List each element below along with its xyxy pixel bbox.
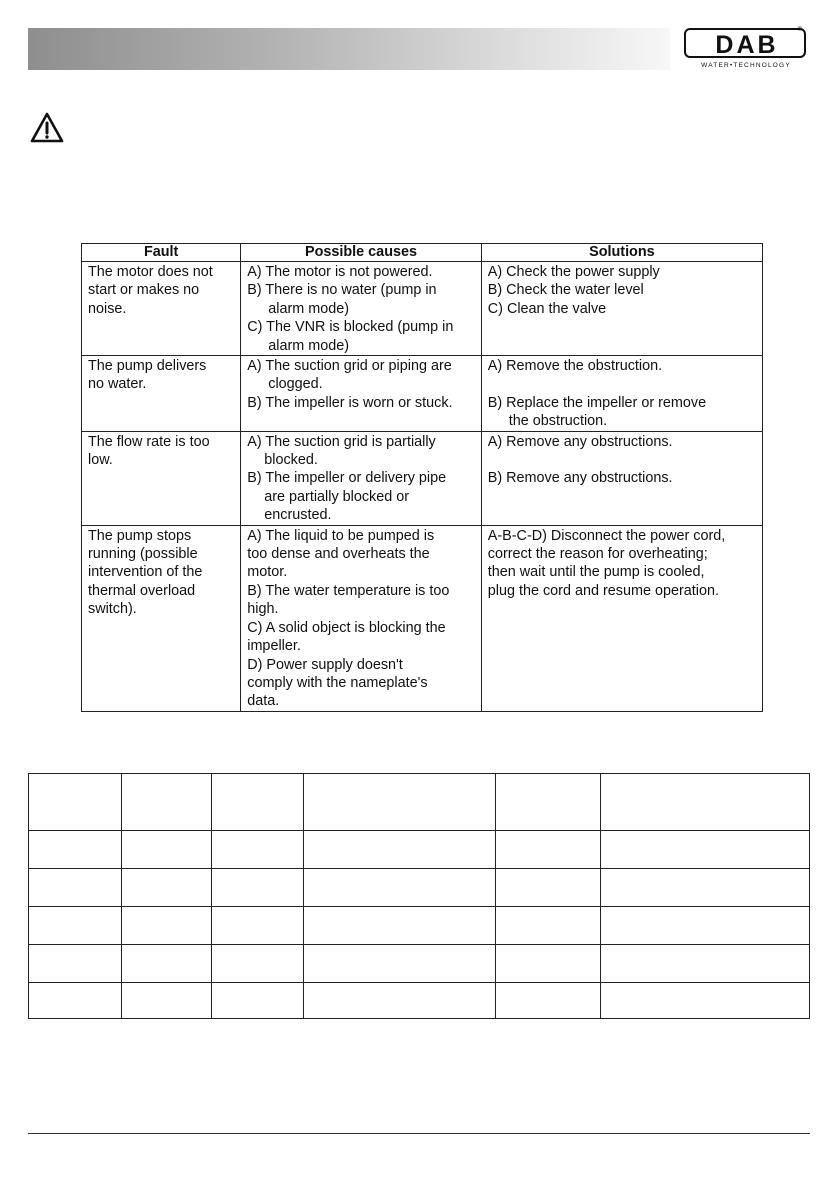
header-gradient-bar — [28, 28, 670, 70]
causes-cell — [241, 525, 482, 711]
table-row — [82, 262, 763, 356]
text-line: B) The impeller or delivery pipe — [247, 470, 447, 487]
text-line: start or makes no — [88, 282, 200, 299]
footer-rule — [28, 1133, 810, 1134]
text-line: B) Check the water level — [487, 282, 644, 299]
text-line: B) There is no water (pump in — [247, 282, 437, 299]
text-line: high. — [247, 601, 279, 618]
text-line: C) A solid object is blocking the — [247, 619, 446, 636]
text-line: clogged. — [268, 376, 323, 393]
fault-cell — [82, 262, 241, 356]
text-line: are partially blocked or — [264, 488, 410, 505]
text-line: plug the cord and resume operation. — [487, 582, 719, 599]
text-line: B) The water temperature is too — [247, 582, 450, 599]
grid-row-line — [29, 830, 809, 831]
grid-row-line — [29, 906, 809, 907]
text-line: C) The VNR is blocked (pump in — [247, 319, 454, 336]
logo-brand: DAB — [715, 31, 779, 59]
text-line: D) Power supply doesn't — [247, 656, 403, 673]
grid-row-line — [29, 982, 809, 983]
text-line: running (possible — [88, 546, 198, 563]
grid-row-line — [29, 944, 809, 945]
text-line: then wait until the pump is cooled, — [487, 564, 705, 581]
text-line: A-B-C-D) Disconnect the power cord, — [487, 527, 726, 544]
text-line: B) Replace the impeller or remove — [487, 394, 707, 411]
text-line: The motor does not — [88, 264, 213, 280]
text-line: B) Remove any obstructions. — [487, 470, 673, 487]
causes-cell — [241, 431, 482, 525]
text-line: A) Remove the obstruction. — [487, 358, 663, 375]
header-possible-causes: Possible causes — [241, 244, 482, 262]
text-line: B) The impeller is worn or stuck. — [247, 394, 453, 411]
header-fault: Fault — [82, 244, 241, 262]
text-line: no water. — [88, 376, 147, 393]
text-line: The flow rate is too — [88, 433, 210, 450]
text-line: correct the reason for overheating; — [487, 546, 708, 563]
warning-triangle-icon — [30, 112, 64, 144]
header-solutions: Solutions — [481, 244, 762, 262]
text-line: A) The suction grid is partially — [247, 433, 436, 450]
text-line: C) Clean the valve — [487, 300, 607, 317]
text-line: low. — [88, 452, 113, 469]
text-line: switch). — [88, 601, 137, 618]
text-line: blocked. — [264, 452, 318, 469]
text-line: intervention of the — [88, 564, 203, 581]
text-line: impeller. — [247, 638, 301, 655]
text-line: The pump delivers — [88, 358, 207, 375]
table-row — [82, 525, 763, 711]
fault-cell — [82, 525, 241, 711]
text-line: data. — [247, 693, 280, 710]
text-line: noise. — [88, 300, 127, 317]
spacer — [488, 375, 758, 393]
grid-row-line — [29, 868, 809, 869]
dab-logo — [684, 28, 808, 74]
text-line: A) The liquid to be pumped is — [247, 527, 435, 544]
text-line: alarm mode) — [268, 337, 350, 354]
causes-cell — [241, 262, 482, 356]
text-line: too dense and overheats the — [247, 546, 430, 563]
causes-cell — [241, 356, 482, 432]
fault-cell — [82, 431, 241, 525]
text-line: thermal overload — [88, 582, 196, 599]
logo-registered-mark: ® — [797, 27, 802, 33]
table-row — [82, 356, 763, 432]
text-line: A) The suction grid or piping are — [247, 358, 452, 375]
text-line: A) Check the power supply — [487, 264, 660, 280]
logo-tagline: WATER•TECHNOLOGY — [701, 62, 791, 69]
blank-maintenance-log-table — [28, 773, 810, 1019]
solutions-cell — [481, 431, 762, 525]
solutions-cell — [481, 525, 762, 711]
text-line: A) The motor is not powered. — [247, 264, 433, 280]
table-header-row — [82, 244, 763, 262]
text-line: comply with the nameplate's — [247, 674, 428, 691]
solutions-cell — [481, 262, 762, 356]
text-line: alarm mode) — [268, 300, 350, 317]
spacer — [488, 451, 758, 469]
text-line: The pump stops — [88, 527, 192, 544]
table-row — [82, 431, 763, 525]
fault-cell — [82, 356, 241, 432]
text-line: the obstruction. — [508, 413, 608, 430]
troubleshooting-table — [81, 243, 763, 712]
text-line: motor. — [247, 564, 288, 581]
text-line: A) Remove any obstructions. — [487, 433, 673, 450]
solutions-cell — [481, 356, 762, 432]
text-line: encrusted. — [264, 507, 332, 524]
logo-frame — [684, 28, 806, 58]
